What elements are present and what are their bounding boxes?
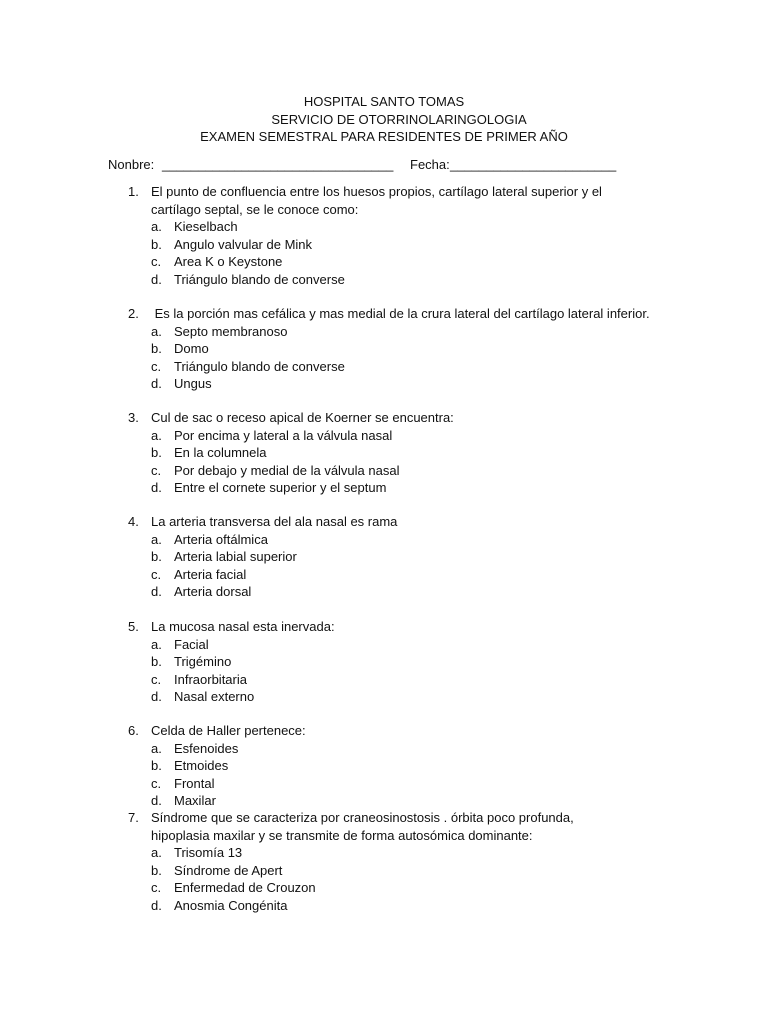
question-stem: Es la porción mas cefálica y mas medial de la crura lateral del cartílago lateral inferior.: [151, 306, 650, 321]
question-number: 4.: [128, 514, 139, 529]
date-label: Fecha:: [410, 157, 450, 172]
option-letter: b.: [151, 862, 162, 878]
option-letter: a.: [151, 323, 162, 339]
option-d: [151, 375, 212, 393]
question-number: 7.: [128, 810, 139, 825]
question-stem: La arteria transversa del ala nasal es rama: [151, 514, 398, 529]
option-letter: a.: [151, 531, 162, 547]
option-text: Arteria dorsal: [174, 584, 252, 599]
option-c: [151, 879, 316, 897]
option-letter: b.: [151, 758, 162, 773]
option-b: [151, 757, 228, 775]
option-letter: d.: [151, 376, 162, 391]
option-d: [151, 583, 251, 601]
option-text: Arteria labial superior: [174, 549, 297, 564]
option-text: Triángulo blando de converse: [174, 358, 345, 374]
name-blank-line: ________________________________: [162, 157, 394, 172]
option-letter: a.: [151, 636, 162, 652]
question-stem: La mucosa nasal esta inervada:: [151, 619, 335, 634]
date-blank-line: _______________________: [450, 157, 617, 172]
option-b: [151, 444, 267, 462]
option-text: Trisomía 13: [174, 845, 243, 860]
option-letter: c.: [151, 566, 162, 582]
option-c: [151, 566, 246, 584]
option-text: Triángulo blando de converse: [174, 271, 345, 287]
option-d: [151, 897, 287, 915]
question-stem: El punto de confluencia entre los huesos propios, cartílago lateral superior y el cartílago septal, se le conoce como:: [151, 184, 602, 217]
option-d: [151, 479, 386, 497]
question-number: 3.: [128, 410, 139, 425]
option-text: Por encima y lateral a la válvula nasal: [174, 427, 393, 443]
option-text: Area K o Keystone: [174, 254, 283, 269]
option-d: [151, 792, 216, 810]
question-number: 6.: [128, 723, 139, 738]
option-letter: d.: [151, 793, 162, 808]
exam-title: EXAMEN SEMESTRAL PARA RESIDENTES DE PRIMER AÑO: [200, 129, 568, 144]
option-c: [151, 253, 282, 271]
option-c: [151, 358, 345, 376]
option-letter: c.: [151, 358, 162, 374]
option-text: Por debajo y medial de la válvula nasal: [174, 462, 400, 478]
option-letter: d.: [151, 271, 162, 287]
option-text: Maxilar: [174, 793, 216, 808]
option-letter: b.: [151, 341, 162, 356]
option-a: [151, 636, 209, 654]
option-letter: a.: [151, 427, 162, 443]
option-text: Esfenoides: [174, 740, 239, 756]
option-text: Trigémino: [174, 654, 232, 669]
option-c: [151, 462, 399, 480]
option-b: [151, 862, 282, 880]
option-a: [151, 427, 392, 445]
option-a: [151, 218, 238, 236]
option-b: [151, 548, 297, 566]
option-text: Angulo valvular de Mink: [174, 236, 313, 252]
option-a: [151, 531, 268, 549]
option-letter: b.: [151, 549, 162, 564]
option-letter: c.: [151, 775, 162, 791]
option-text: Arteria facial: [174, 566, 247, 582]
question-number: 2.: [128, 306, 139, 321]
option-text: Entre el cornete superior y el septum: [174, 480, 387, 495]
option-letter: d.: [151, 480, 162, 495]
option-text: Anosmia Congénita: [174, 897, 288, 913]
option-text: Nasal externo: [174, 689, 255, 704]
option-letter: a.: [151, 219, 162, 234]
option-letter: d.: [151, 897, 162, 913]
option-letter: b.: [151, 445, 162, 460]
option-letter: c.: [151, 880, 162, 895]
option-b: [151, 340, 209, 358]
question-stem: Cul de sac o receso apical de Koerner se encuentra:: [151, 410, 454, 425]
option-letter: c.: [151, 462, 162, 478]
option-text: En la columnela: [174, 445, 267, 460]
question-number: 1.: [128, 184, 139, 199]
option-a: [151, 323, 287, 341]
question-stem: Síndrome que se caracteriza por craneosinostosis . órbita poco profunda, hipoplasia maxilar y se transmite de forma autosómica dominante:: [151, 810, 574, 843]
option-a: [151, 740, 238, 758]
option-letter: c.: [151, 254, 162, 269]
option-text: Ungus: [174, 376, 212, 391]
option-letter: d.: [151, 689, 162, 704]
option-text: Etmoides: [174, 758, 229, 773]
option-text: Infraorbitaria: [174, 671, 247, 687]
option-letter: a.: [151, 740, 162, 756]
option-a: [151, 844, 242, 862]
option-letter: c.: [151, 671, 162, 687]
option-text: Síndrome de Apert: [174, 862, 283, 878]
department-name: SERVICIO DE OTORRINOLARINGOLOGIA: [271, 112, 527, 127]
option-text: Septo membranoso: [174, 323, 288, 339]
option-text: Arteria oftálmica: [174, 531, 268, 547]
option-text: Domo: [174, 341, 209, 356]
hospital-name: HOSPITAL SANTO TOMAS: [303, 94, 465, 109]
option-letter: a.: [151, 845, 162, 860]
option-d: [151, 688, 254, 706]
option-c: [151, 671, 247, 689]
option-text: Enfermedad de Crouzon: [174, 880, 316, 895]
option-b: [151, 653, 231, 671]
option-d: [151, 271, 345, 289]
question-number: 5.: [128, 619, 139, 634]
option-letter: d.: [151, 584, 162, 599]
option-letter: b.: [151, 654, 162, 669]
option-text: Frontal: [174, 775, 215, 791]
name-label: Nonbre:: [108, 157, 155, 172]
option-b: [151, 236, 312, 254]
question-stem: Celda de Haller pertenece:: [151, 723, 306, 738]
option-text: Kieselbach: [174, 219, 238, 234]
option-c: [151, 775, 214, 793]
option-text: Facial: [174, 636, 209, 652]
option-letter: b.: [151, 236, 162, 252]
